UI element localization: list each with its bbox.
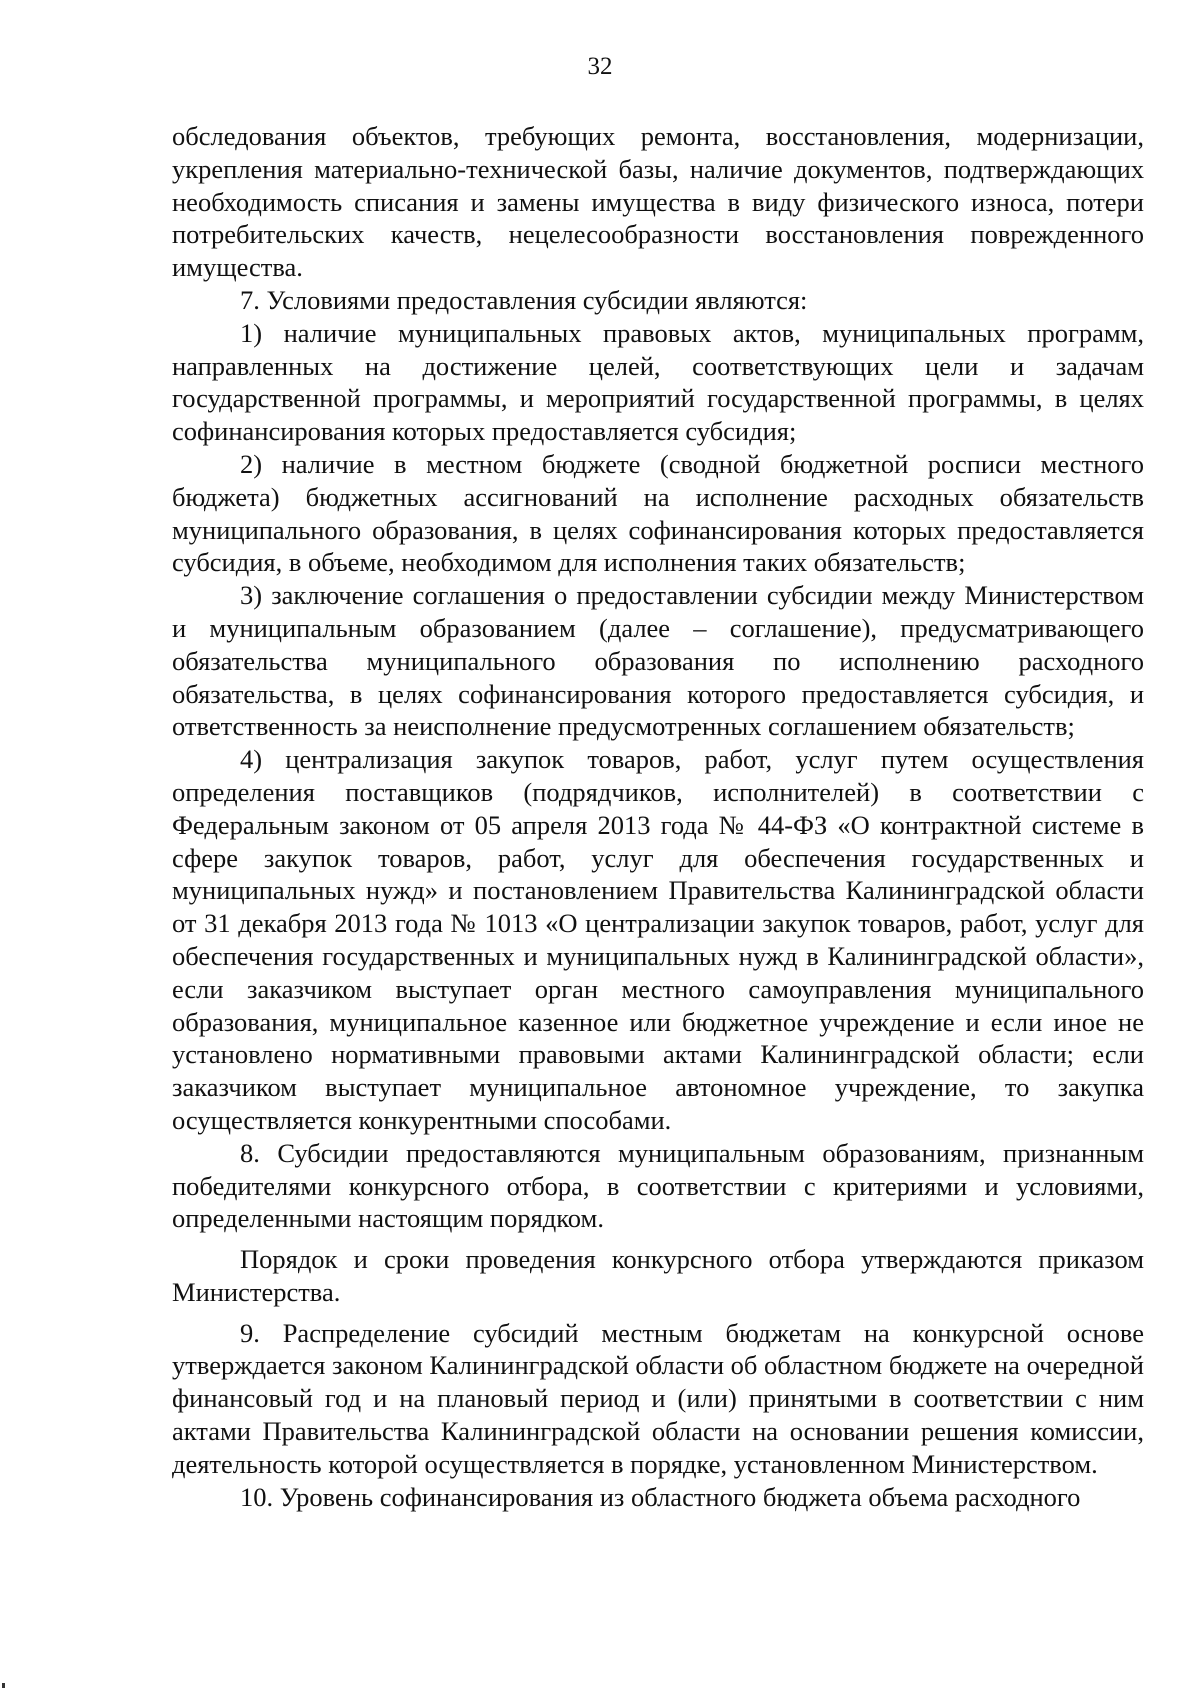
paragraph-7-item-4: 4) централизация закупок товаров, работ, услуг путем осуществления определения поставщиков (подрядчиков, исполнителей) в соответствии с Федеральным законом от 05 апреля 2013 года № 44-ФЗ «О контрактной системе в сфере закупок товаров, работ, услуг для обеспечения государственных и муниципальных нужд» и постановлением Правительства Калининградской области от 31 декабря 2013 года № 1013 «О централизации закупок товаров, работ, услуг для обеспечения государственных и муниципальных нужд в Калининградской области», если заказчиком выступает орган местного самоуправления муниципального образования, муниципальное казенное или бюджетное учреждение и если иное не установлено нормативными правовыми актами Калининградской области; если заказчиком выступает муниципальное автономное учреждение, то закупка осуществляется конкурентными способами. [172, 744, 1144, 1135]
paragraph-7-item-2: 2) наличие в местном бюджете (сводной бюджетной росписи местного бюджета) бюджетных ассигнований на исполнение расходных обязательств муниципального образования, в целях софинансирования которых предоставляется субсидия, в объеме, необходимом для исполнения таких обязательств; [172, 448, 1144, 578]
scan-artifact [2, 1683, 5, 1688]
paragraph-10: 10. Уровень софинансирования из областного бюджета объема расходного [240, 1481, 1081, 1512]
paragraph-8-procedure: Порядок и сроки проведения конкурсного отбора утверждаются приказом Министерства. [172, 1244, 1144, 1307]
paragraph-9: 9. Распределение субсидий местным бюджетам на конкурсной основе утверждается законом Калининградской области об областном бюджете на очередной финансовый год и на плановый период и (или) принятыми в соответствии с ним актами Правительства Калининградской области на основании решения комиссии, деятельность которой осуществляется в порядке, установленном Министерством. [172, 1317, 1144, 1479]
document-body [172, 120, 1144, 1513]
paragraph-7-item-1: 1) наличие муниципальных правовых актов, муниципальных программ, направленных на достижение целей, соответствующих цели и задачам государственной программы, и мероприятий государственной программы, в целях софинансирования которых предоставляется субсидия; [172, 317, 1144, 447]
paragraph-7-item-3: 3) заключение соглашения о предоставлении субсидии между Министерством и муниципальным образованием (далее – соглашение), предусматривающего обязательства муниципального образования по исполнению расходного обязательства, в целях софинансирования которого предоставляется субсидия, и ответственность за неисполнение предусмотренных соглашением обязательств; [172, 580, 1144, 742]
paragraph-continuation: обследования объектов, требующих ремонта, восстановления, модернизации, укрепления материально-технической базы, наличие документов, подтверждающих необходимость списания и замены имущества в виду физического износа, потери потребительских качеств, нецелесообразности восстановления поврежденного имущества. [172, 121, 1144, 283]
paragraph-8: 8. Субсидии предоставляются муниципальным образованиям, признанным победителями конкурсного отбора, в соответствии с критериями и условиями, определенными настоящим порядком. [172, 1137, 1144, 1234]
paragraph-7-heading: 7. Условиями предоставления субсидии являются: [240, 284, 808, 315]
page-number: 32 [587, 53, 613, 80]
